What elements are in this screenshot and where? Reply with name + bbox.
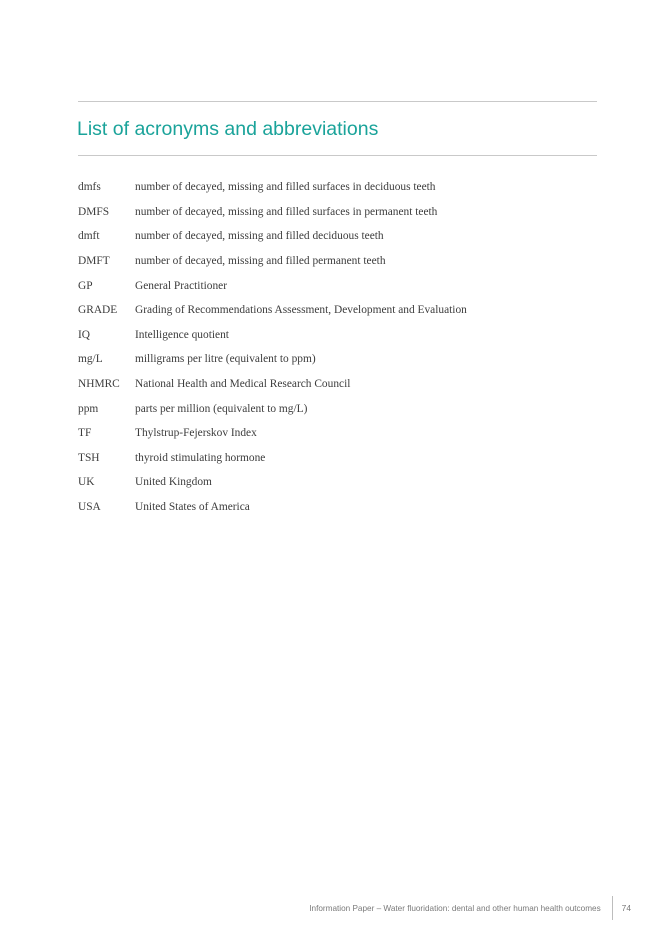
abbreviation-row <box>78 446 467 471</box>
abbreviation-term: mg/L <box>78 353 103 366</box>
page-footer <box>309 896 631 920</box>
abbreviation-term: GP <box>78 279 93 292</box>
abbreviation-row <box>78 249 467 274</box>
abbreviation-list <box>78 175 467 519</box>
abbreviation-definition: United States of America <box>135 501 250 514</box>
abbreviation-term: USA <box>78 501 101 514</box>
abbreviation-row <box>78 298 467 323</box>
header-rule-top <box>78 101 597 102</box>
abbreviation-row <box>78 175 467 200</box>
abbreviation-row <box>78 224 467 249</box>
abbreviation-row <box>78 495 467 520</box>
abbreviation-term: DMFS <box>78 205 110 218</box>
abbreviation-term: NHMRC <box>78 378 120 391</box>
page-number: 74 <box>621 903 631 913</box>
abbreviation-term: ppm <box>78 402 99 415</box>
page-title: List of acronyms and abbreviations <box>77 118 379 140</box>
abbreviation-definition: number of decayed, missing and filled surfaces in deciduous teeth <box>135 181 436 194</box>
abbreviation-term: DMFT <box>78 255 110 268</box>
abbreviation-term: UK <box>78 476 95 489</box>
abbreviation-row <box>78 372 467 397</box>
abbreviation-definition: Thylstrup-Fejerskov Index <box>135 427 257 440</box>
abbreviation-row <box>78 347 467 372</box>
abbreviation-definition: Intelligence quotient <box>135 328 229 341</box>
abbreviation-definition: number of decayed, missing and filled permanent teeth <box>135 255 386 268</box>
abbreviation-definition: Grading of Recommendations Assessment, Development and Evaluation <box>135 304 467 317</box>
abbreviation-row <box>78 200 467 225</box>
abbreviation-definition: milligrams per litre (equivalent to ppm) <box>135 353 316 366</box>
abbreviation-definition: National Health and Medical Research Council <box>135 378 351 391</box>
abbreviation-definition: United Kingdom <box>135 476 212 489</box>
abbreviation-definition: thyroid stimulating hormone <box>135 451 266 464</box>
footer-document-title: Information Paper – Water fluoridation: dental and other human health outcomes <box>309 903 601 913</box>
abbreviation-row <box>78 421 467 446</box>
abbreviation-definition: number of decayed, missing and filled surfaces in permanent teeth <box>135 205 438 218</box>
abbreviation-row <box>78 396 467 421</box>
abbreviation-definition: parts per million (equivalent to mg/L) <box>135 402 308 415</box>
abbreviation-row <box>78 323 467 348</box>
abbreviation-definition: General Practitioner <box>135 279 228 292</box>
abbreviation-term: dmfs <box>78 181 101 194</box>
abbreviation-row <box>78 470 467 495</box>
abbreviation-term: TF <box>78 427 92 440</box>
abbreviation-term: TSH <box>78 451 100 464</box>
header-rule-bottom <box>78 155 597 156</box>
footer-divider <box>612 896 613 920</box>
abbreviation-term: dmft <box>78 230 100 243</box>
abbreviation-row <box>78 273 467 298</box>
abbreviation-term: GRADE <box>78 304 118 317</box>
abbreviation-definition: number of decayed, missing and filled deciduous teeth <box>135 230 384 243</box>
abbreviation-term: IQ <box>78 328 91 341</box>
